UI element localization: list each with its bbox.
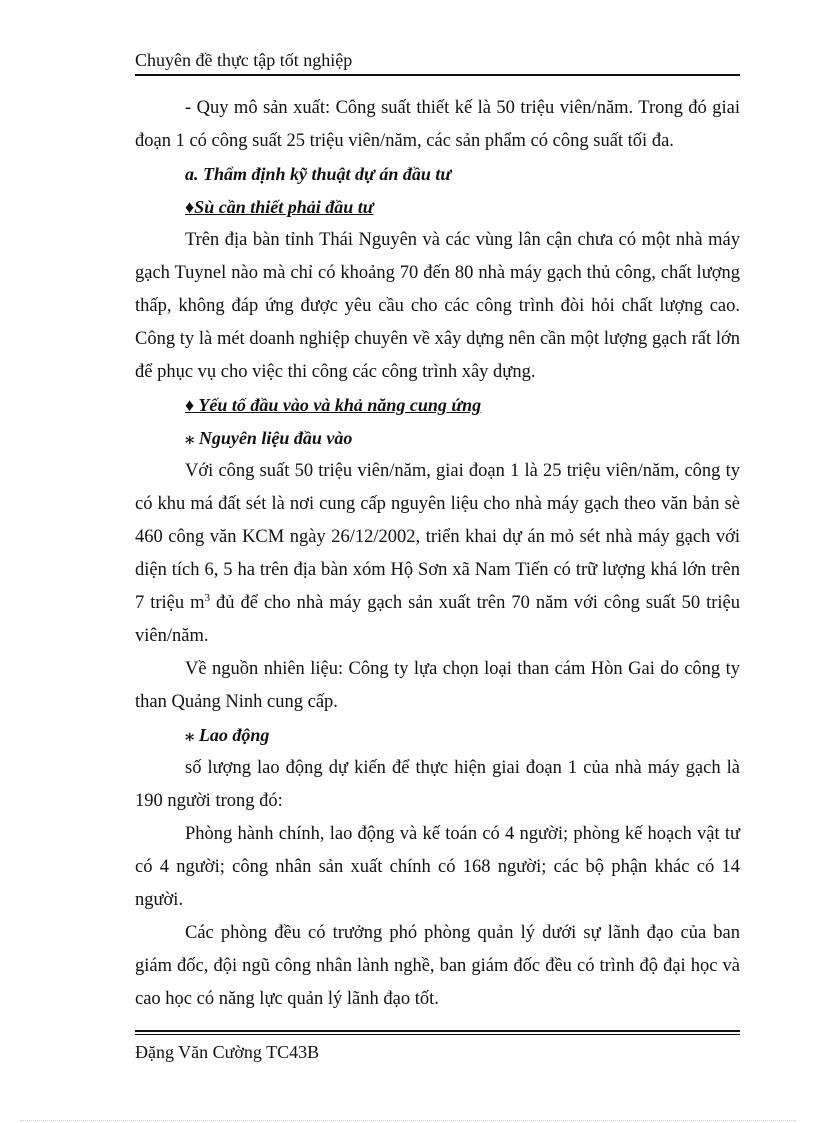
paragraph-raw-materials-part1: Với công suất 50 triệu viên/năm, giai đoạn 1 là 25 triệu viên/năm, công ty có khu má đất sét là nơi cung cấp nguyên liệu cho nhà máy gạch theo văn bản sè 460 công văn KCM ngày 26/12/2002, triển khai dự án mỏ sét nhà máy gạch với diện tích 6, 5 ha trên địa bàn xóm Hộ Sơn xã Nam Tiến có trữ lượng khá lớn trên 7 triệu m — [135, 461, 740, 613]
paragraph-raw-materials-part2: đủ để cho nhà máy gạch sản xuất trên 70 năm với công suất 50 triệu viên/năm. — [135, 593, 740, 646]
heading-investment-need-text: ♦Sù cần thiết phải đầu tư — [185, 197, 374, 217]
heading-inputs-supply-text: ♦ Yếu tố đầu vào và khả năng cung ứng — [185, 395, 482, 415]
paragraph-departments: Phòng hành chính, lao động và kế toán có 4 người; phòng kế hoạch vật tư có 4 người; công nhân sản xuất chính có 168 người; các bộ phận khác có 14 người. — [135, 824, 740, 910]
page-header: Chuyên đề thực tập tốt nghiệp — [135, 48, 740, 76]
document-body — [135, 92, 740, 1016]
paragraph-labor-count: số lượng lao động dự kiến để thực hiện giai đoạn 1 của nhà máy gạch là 190 người trong đó: — [135, 758, 740, 811]
paragraph-production-scale: - Quy mô sản xuất: Công suất thiết kế là 50 triệu viên/năm. Trong đó giai đoạn 1 có công suất 25 triệu viên/năm, các sản phẩm có công suất tối đa. — [135, 98, 740, 151]
footer-divider-thin — [135, 1034, 740, 1035]
paragraph-raw-materials — [135, 455, 740, 653]
paragraph-fuel: Về nguồn nhiên liệu: Công ty lựa chọn loại than cám Hòn Gai do công ty than Quảng Ninh cung cấp. — [135, 659, 740, 712]
page-edge-dotted-line — [20, 1120, 796, 1121]
heading-raw-materials: ⁎ Nguyên liệu đầu vào — [185, 428, 353, 448]
footer-divider — [135, 1030, 740, 1032]
page-footer: Đặng Văn Cường TC43B — [135, 1042, 320, 1062]
paragraph-investment-need: Trên địa bàn tỉnh Thái Nguyên và các vùng lân cận chưa có một nhà máy gạch Tuynel nào mà chỉ có khoảng 70 đến 80 nhà máy gạch thủ công, chất lượng thấp, không đáp ứng được yêu cầu cho các công trình đòi hỏi chất lượng cao. Công ty là mét doanh nghiệp chuyên về xây dựng nên cần một lượng gạch rất lớn để phục vụ cho việc thi công các công trình xây dựng. — [135, 230, 740, 382]
heading-investment-need — [135, 191, 740, 224]
superscript-cubic: 3 — [204, 591, 211, 604]
heading-inputs-supply — [135, 389, 740, 422]
heading-labor: ⁎ Lao động — [185, 725, 270, 745]
paragraph-management: Các phòng đều có trưởng phó phòng quản lý dưới sự lãnh đạo của ban giám đốc, đội ngũ công nhân lành nghề, ban giám đốc đều có trình độ đại học và cao học có năng lực quản lý lãnh đạo tốt. — [135, 923, 740, 1009]
heading-technical-appraisal: a. Thẩm định kỹ thuật dự án đầu tư — [185, 164, 452, 184]
